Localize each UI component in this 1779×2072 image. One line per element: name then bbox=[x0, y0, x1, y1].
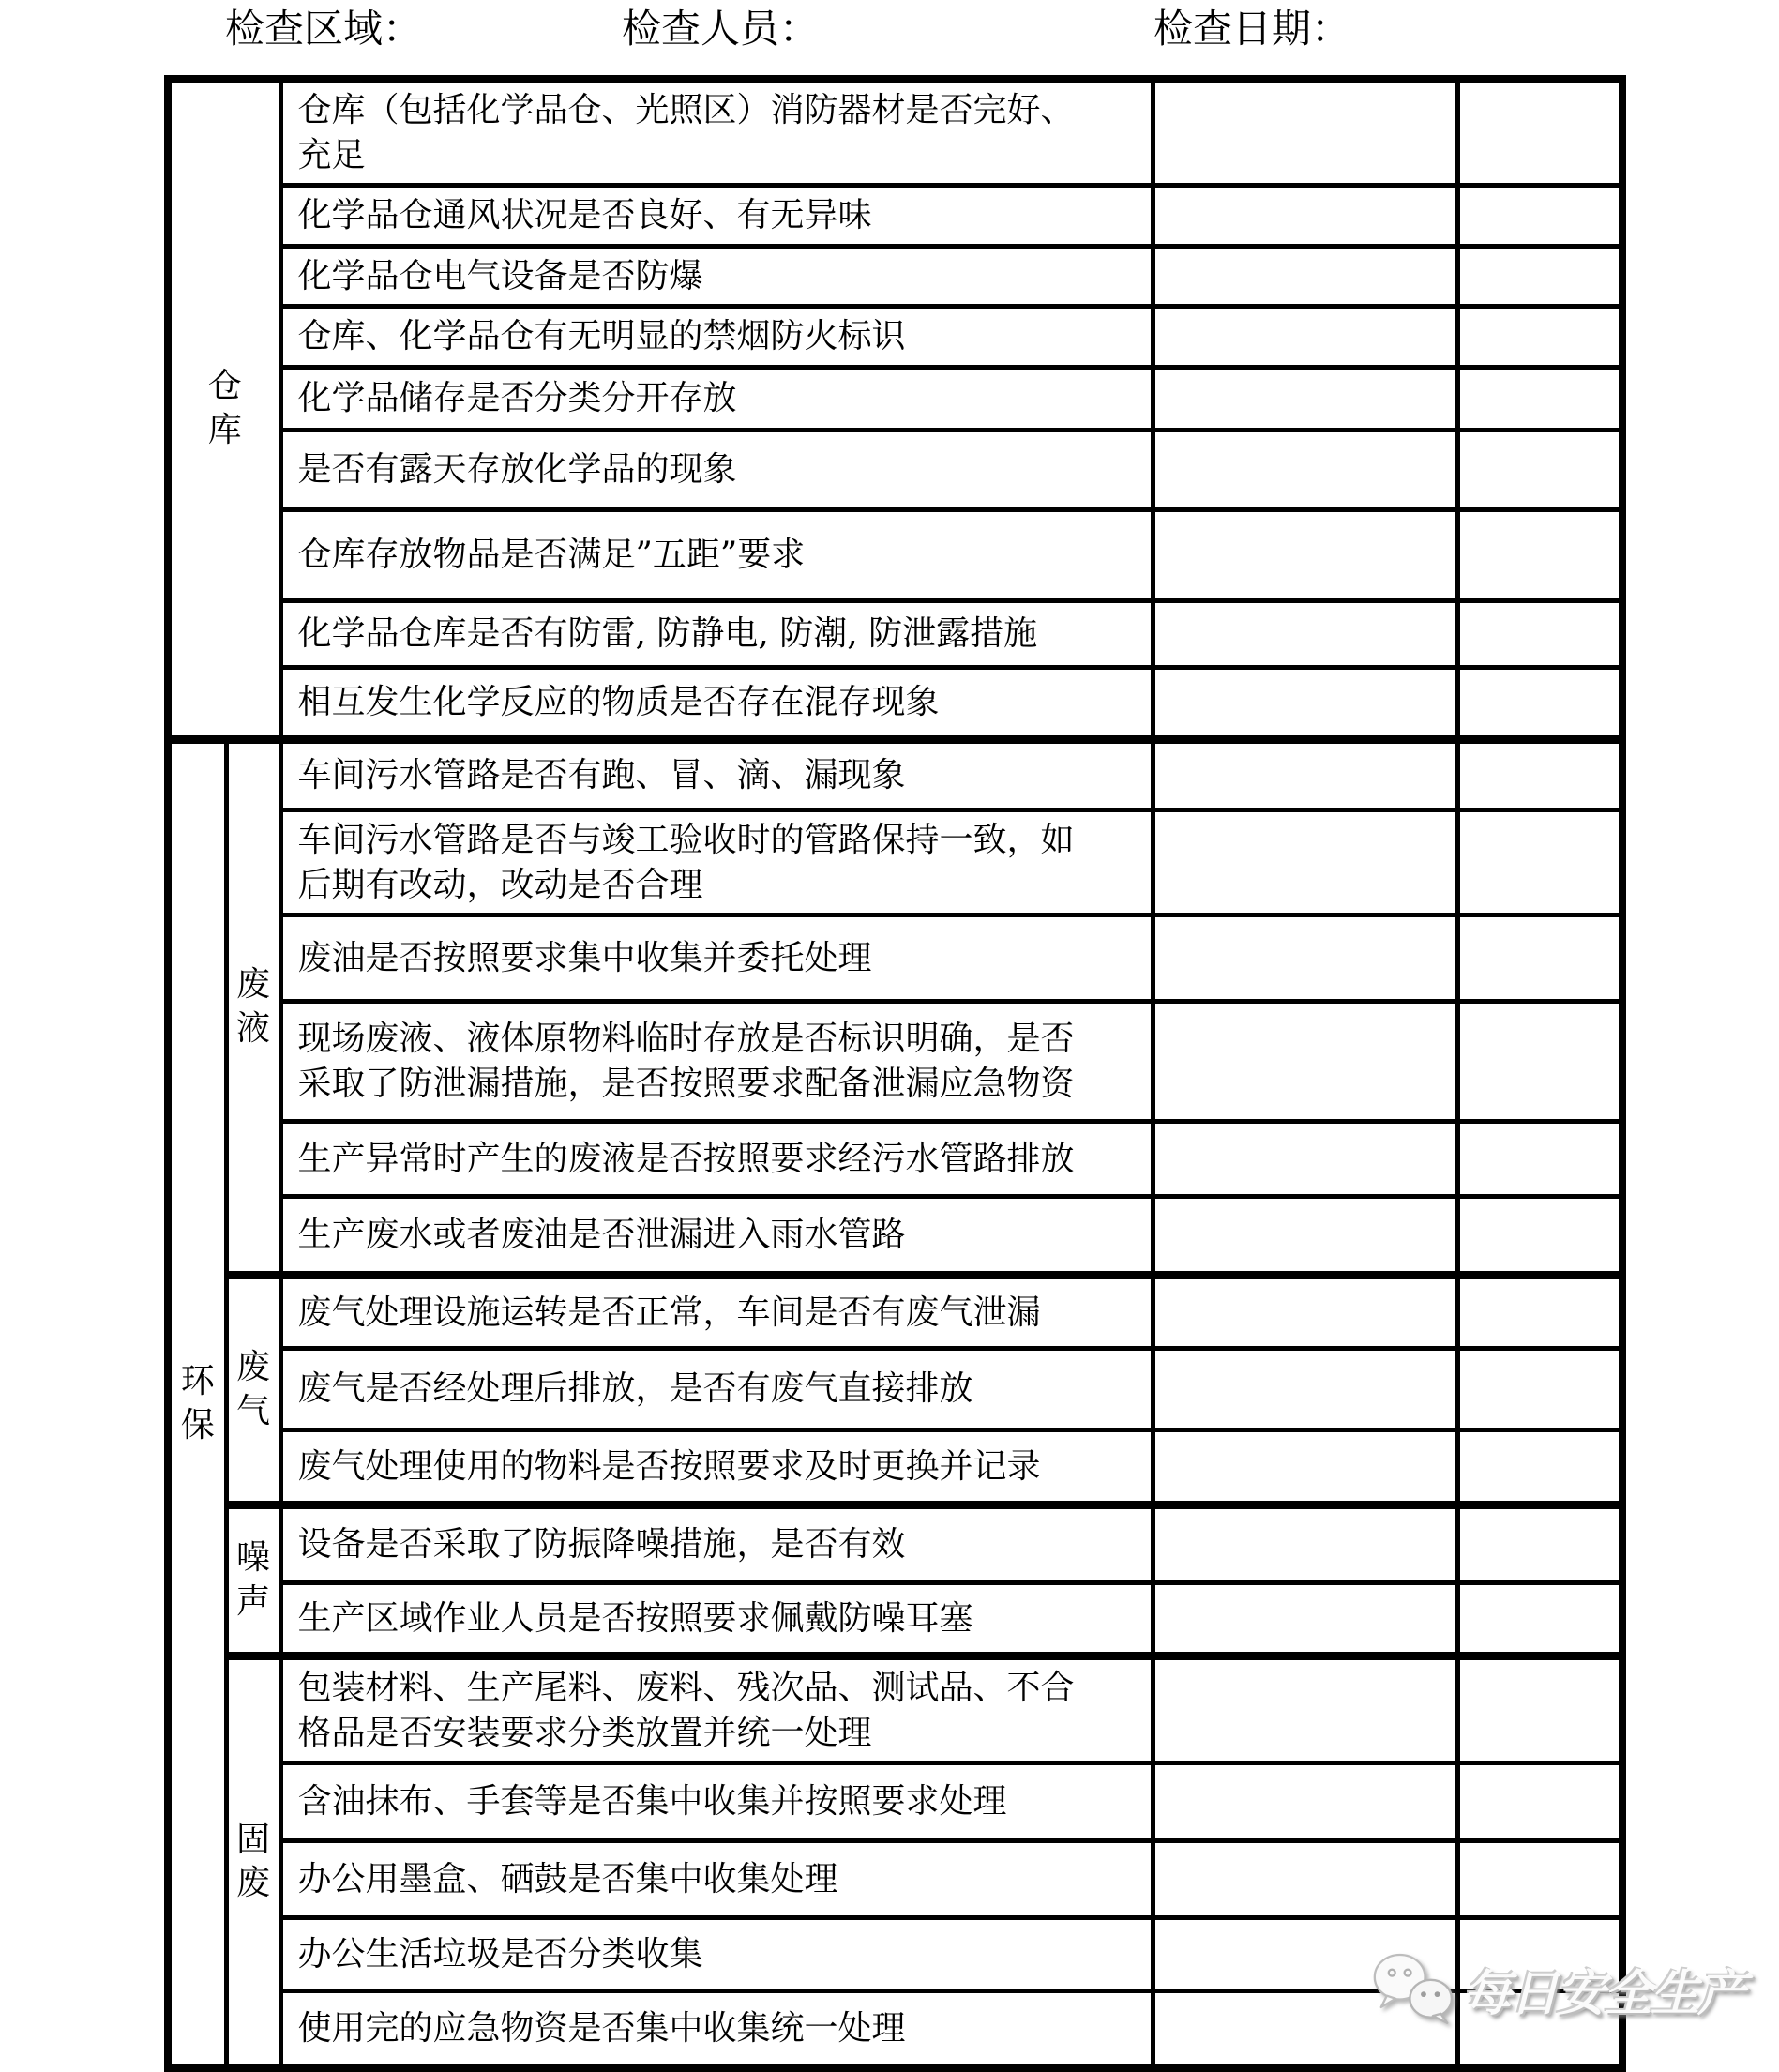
result-cell bbox=[1457, 431, 1622, 510]
checklist-item-text: 仓库（包括化学品仓、光照区）消防器材是否完好、充足 bbox=[280, 79, 1153, 186]
result-cell bbox=[1153, 1583, 1457, 1656]
result-cell bbox=[1153, 1918, 1457, 1991]
result-cell bbox=[1153, 1276, 1457, 1349]
checklist-item-text: 化学品仓通风状况是否良好、有无异味 bbox=[280, 186, 1153, 247]
result-cell bbox=[1457, 1841, 1622, 1918]
table-row bbox=[168, 740, 1622, 810]
result-cell bbox=[1457, 307, 1622, 368]
result-cell bbox=[1457, 246, 1622, 307]
checklist-item-text: 仓库、化学品仓有无明显的禁烟防火标识 bbox=[280, 307, 1153, 368]
table-row bbox=[168, 186, 1622, 247]
result-cell bbox=[1457, 186, 1622, 247]
result-cell bbox=[1153, 915, 1457, 1002]
result-cell bbox=[1153, 1991, 1457, 2068]
subcategory-solid-waste-label: 固废 bbox=[235, 1820, 270, 1903]
table-row bbox=[168, 1656, 1622, 1763]
checklist-item-text: 生产区域作业人员是否按照要求佩戴防噪耳塞 bbox=[280, 1583, 1153, 1656]
result-cell bbox=[1457, 1430, 1622, 1505]
subcategory-waste-gas-label: 废气 bbox=[235, 1348, 270, 1431]
result-cell bbox=[1153, 1430, 1457, 1505]
checklist-item-text: 相互发生化学反应的物质是否存在混存现象 bbox=[280, 668, 1153, 740]
table-row bbox=[168, 1349, 1622, 1430]
inspection-area-label: 检查区域： bbox=[225, 6, 423, 52]
result-cell bbox=[1153, 1197, 1457, 1276]
checklist-item-text: 废气处理设施运转是否正常，车间是否有废气泄漏 bbox=[280, 1276, 1153, 1349]
checklist-item-text: 包装材料、生产尾料、废料、残次品、测试品、不合格品是否安装要求分类放置并统一处理 bbox=[280, 1656, 1153, 1763]
table-row bbox=[168, 1197, 1622, 1276]
watermark-text: 每日安全生产 bbox=[1463, 1964, 1745, 2022]
checklist-item-text: 办公用墨盒、硒鼓是否集中收集处理 bbox=[280, 1841, 1153, 1918]
checklist-item-text: 化学品仓电气设备是否防爆 bbox=[280, 246, 1153, 307]
table-row bbox=[168, 1122, 1622, 1197]
checklist-item-text: 化学品储存是否分类分开存放 bbox=[280, 368, 1153, 431]
checklist-item-text: 废油是否按照要求集中收集并委托处理 bbox=[280, 915, 1153, 1002]
result-cell bbox=[1153, 1122, 1457, 1197]
table-row bbox=[168, 307, 1622, 368]
table-row bbox=[168, 1505, 1622, 1583]
table-row bbox=[168, 1002, 1622, 1122]
result-cell bbox=[1153, 1002, 1457, 1122]
result-cell bbox=[1457, 1656, 1622, 1763]
checklist-item-text: 含油抹布、手套等是否集中收集并按照要求处理 bbox=[280, 1763, 1153, 1841]
result-cell bbox=[1153, 668, 1457, 740]
table-row bbox=[168, 431, 1622, 510]
result-cell bbox=[1457, 1918, 1622, 1991]
result-cell bbox=[1457, 668, 1622, 740]
checklist-item-text: 是否有露天存放化学品的现象 bbox=[280, 431, 1153, 510]
checklist-item-text: 现场废液、液体原物料临时存放是否标识明确，是否采取了防泄漏措施，是否按照要求配备泄漏应急物资 bbox=[280, 1002, 1153, 1122]
result-cell bbox=[1153, 79, 1457, 186]
table-row bbox=[168, 1430, 1622, 1505]
result-cell bbox=[1457, 1197, 1622, 1276]
table-row bbox=[168, 1918, 1622, 1991]
inspection-checklist-table bbox=[164, 75, 1626, 2072]
checklist-item-text: 废气处理使用的物料是否按照要求及时更换并记录 bbox=[280, 1430, 1153, 1505]
checklist-item-text: 设备是否采取了防振降噪措施，是否有效 bbox=[280, 1505, 1153, 1583]
table-row bbox=[168, 368, 1622, 431]
result-cell bbox=[1153, 431, 1457, 510]
table-row bbox=[168, 1991, 1622, 2068]
result-cell bbox=[1153, 510, 1457, 601]
table-row bbox=[168, 246, 1622, 307]
checklist-item-text: 生产废水或者废油是否泄漏进入雨水管路 bbox=[280, 1197, 1153, 1276]
result-cell bbox=[1153, 601, 1457, 668]
checklist-item-text: 化学品仓库是否有防雷, 防静电, 防潮, 防泄露措施 bbox=[280, 601, 1153, 668]
result-cell bbox=[1457, 1276, 1622, 1349]
checklist-item-text: 生产异常时产生的废液是否按照要求经污水管路排放 bbox=[280, 1122, 1153, 1197]
inspection-date-label: 检查日期： bbox=[1153, 6, 1351, 52]
result-cell bbox=[1457, 79, 1622, 186]
result-cell bbox=[1153, 1656, 1457, 1763]
result-cell bbox=[1457, 510, 1622, 601]
result-cell bbox=[1457, 601, 1622, 668]
result-cell bbox=[1153, 1841, 1457, 1918]
result-cell bbox=[1457, 1991, 1622, 2068]
result-cell bbox=[1457, 1349, 1622, 1430]
result-cell bbox=[1457, 740, 1622, 810]
result-cell bbox=[1153, 246, 1457, 307]
result-cell bbox=[1153, 1763, 1457, 1841]
result-cell bbox=[1457, 1505, 1622, 1583]
subcategory-solid-waste bbox=[226, 1656, 280, 2068]
table-row bbox=[168, 79, 1622, 186]
result-cell bbox=[1457, 915, 1622, 1002]
result-cell bbox=[1153, 1505, 1457, 1583]
result-cell bbox=[1457, 1122, 1622, 1197]
checklist-item-text: 使用完的应急物资是否集中收集统一处理 bbox=[280, 1991, 1153, 2068]
subcategory-noise bbox=[226, 1505, 280, 1656]
category-environment bbox=[168, 740, 226, 2068]
result-cell bbox=[1457, 1583, 1622, 1656]
table-row bbox=[168, 601, 1622, 668]
form-header bbox=[0, 8, 1779, 64]
result-cell bbox=[1457, 1002, 1622, 1122]
inspector-label: 检查人员： bbox=[622, 6, 820, 52]
result-cell bbox=[1457, 368, 1622, 431]
result-cell bbox=[1153, 307, 1457, 368]
subcategory-noise-label: 噪声 bbox=[235, 1538, 270, 1622]
table-row bbox=[168, 1276, 1622, 1349]
subcategory-waste-liquid-label: 废液 bbox=[235, 965, 270, 1049]
checklist-item-text: 车间污水管路是否与竣工验收时的管路保持一致，如后期有改动，改动是否合理 bbox=[280, 810, 1153, 915]
category-warehouse bbox=[168, 79, 280, 740]
table-row bbox=[168, 810, 1622, 915]
checklist-item-text: 办公生活垃圾是否分类收集 bbox=[280, 1918, 1153, 1991]
checklist-item-text: 废气是否经处理后排放，是否有废气直接排放 bbox=[280, 1349, 1153, 1430]
result-cell bbox=[1153, 368, 1457, 431]
result-cell bbox=[1153, 810, 1457, 915]
subcategory-waste-gas bbox=[226, 1276, 280, 1505]
table-row bbox=[168, 1763, 1622, 1841]
checklist-item-text: 车间污水管路是否有跑、冒、滴、漏现象 bbox=[280, 740, 1153, 810]
table-row bbox=[168, 668, 1622, 740]
result-cell bbox=[1153, 740, 1457, 810]
table-row bbox=[168, 1583, 1622, 1656]
checklist-item-text: 仓库存放物品是否满足”五距”要求 bbox=[280, 510, 1153, 601]
category-warehouse-label: 仓库 bbox=[207, 367, 242, 450]
table-row bbox=[168, 510, 1622, 601]
table-row bbox=[168, 1841, 1622, 1918]
result-cell bbox=[1153, 186, 1457, 247]
table-row bbox=[168, 915, 1622, 1002]
category-environment-label: 环保 bbox=[180, 1362, 215, 1444]
result-cell bbox=[1457, 1763, 1622, 1841]
result-cell bbox=[1153, 1349, 1457, 1430]
subcategory-waste-liquid bbox=[226, 740, 280, 1276]
result-cell bbox=[1457, 810, 1622, 915]
